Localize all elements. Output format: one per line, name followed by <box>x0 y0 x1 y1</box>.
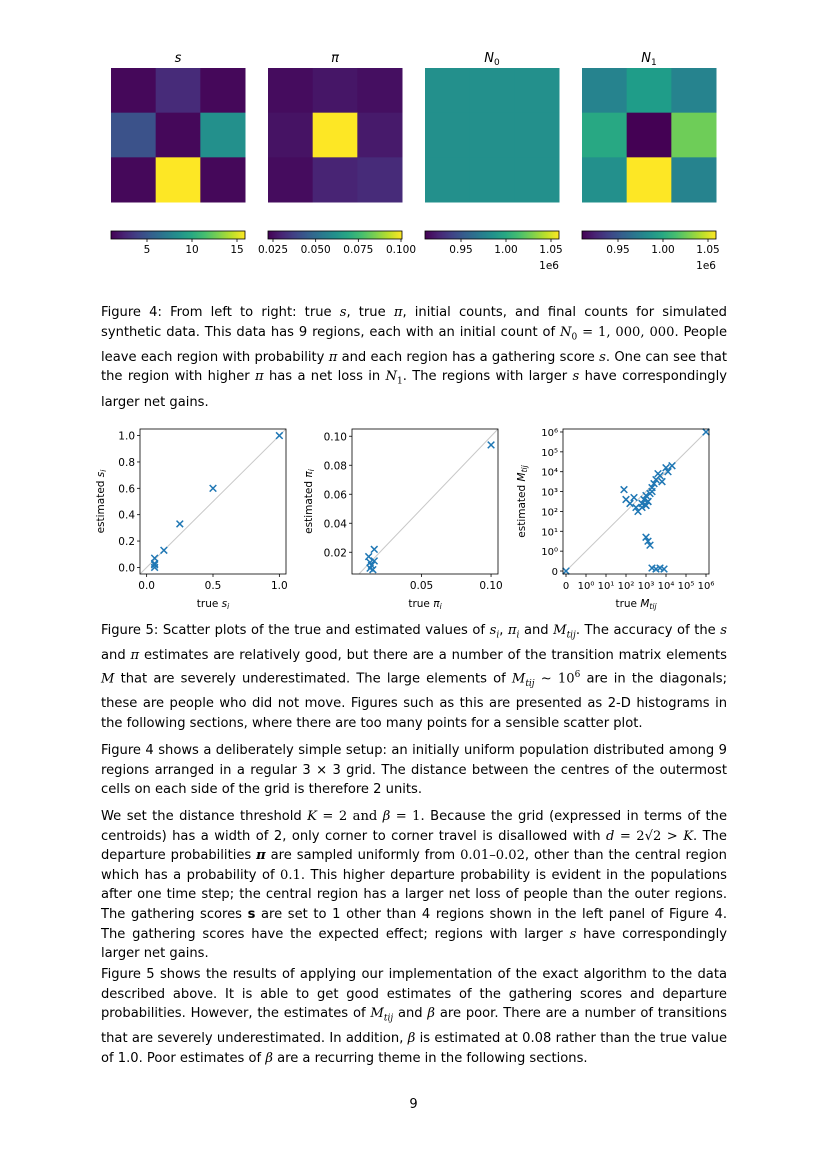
figure-4-heatmaps <box>0 40 827 280</box>
x-tick-label: 0.0 <box>138 580 155 592</box>
x-axis-label: true Mtij <box>615 598 657 611</box>
y-tick-label: 10² <box>541 507 558 519</box>
heatmap-cell <box>313 113 358 158</box>
x-tick-label: 10⁶ <box>697 581 715 592</box>
scatter-point <box>210 485 217 492</box>
colorbar-tick-label: 0.025 <box>257 244 289 256</box>
colorbar-offset-label: 1e6 <box>539 260 559 272</box>
heatmap-cell <box>425 157 470 202</box>
x-tick-label: 10⁰ <box>577 581 595 592</box>
scatter-point <box>276 432 283 439</box>
scatter-point <box>649 488 656 495</box>
y-tick-label: 10¹ <box>541 527 558 539</box>
y-tick-label: 0 <box>551 567 558 579</box>
x-tick-label: 1.0 <box>271 580 288 592</box>
y-axis-label: estimated si <box>95 469 108 534</box>
scatter-point <box>365 553 372 560</box>
colorbar-tick-label: 0.95 <box>606 244 630 256</box>
scatter-point <box>621 486 628 493</box>
heatmap-cell <box>514 113 559 158</box>
y-tick-label: 1.0 <box>118 430 135 443</box>
y-tick-label: 10⁵ <box>541 447 558 459</box>
y-axis-label: estimated Mtij <box>516 465 529 538</box>
scatter-plot-2 <box>303 429 503 611</box>
heatmap-cell <box>268 113 313 158</box>
heatmap-cell <box>156 68 201 113</box>
scatter-plot-1 <box>95 429 288 611</box>
page-number: 9 <box>409 1097 418 1112</box>
heatmap-cell <box>200 68 245 113</box>
colorbar-tick-label: 0.075 <box>343 244 374 256</box>
heatmap-cell <box>425 113 470 158</box>
identity-line <box>563 429 709 574</box>
heatmap-cell <box>156 157 201 202</box>
x-tick-label: 10¹ <box>597 581 615 592</box>
y-tick-label: 0.4 <box>118 509 135 522</box>
heatmap-cell <box>627 68 672 113</box>
identity-line <box>359 429 498 574</box>
x-tick-label: 0.5 <box>204 580 222 592</box>
heatmap-title: $N_1$ <box>641 51 657 68</box>
paragraph-1: Figure 4 shows a deliberately simple setup: an initially uniform population distributed among 9 regions arranged in a regular 3 × 3 grid. The distance between the centres of the outermost cells on each side of the grid is therefore 2 units. <box>101 743 727 798</box>
y-tick-label: 0.8 <box>118 456 135 469</box>
heatmap-cell <box>268 157 313 202</box>
figure-5-scatter-plots <box>0 420 827 620</box>
colorbar <box>425 231 559 239</box>
heatmap-cell <box>425 68 470 113</box>
heatmap-cell <box>313 68 358 113</box>
colorbar-offset-label: 1e6 <box>696 260 716 272</box>
colorbar <box>582 231 716 239</box>
x-tick-label: 0.05 <box>409 580 434 592</box>
y-tick-label: 0.6 <box>118 483 135 496</box>
heatmap-cell <box>357 113 402 158</box>
scatter-point <box>563 568 570 575</box>
heatmap-cell <box>627 113 672 158</box>
scatter-point <box>627 500 634 507</box>
x-tick-label: 0 <box>562 581 570 592</box>
colorbar-tick-label: 1.00 <box>494 244 518 256</box>
scatter-point <box>669 462 676 469</box>
x-tick-label: 10⁴ <box>657 581 675 592</box>
x-tick-label: 10² <box>617 581 635 592</box>
x-tick-label: 0.10 <box>479 580 503 592</box>
heatmap-cell <box>582 157 627 202</box>
figure-5-caption: Figure 5: Scatter plots of the true and estimated values of $s_i$, $\pi_i$ and $M_{tij}$. The accuracy of the s and π estimates are relatively good, but there are a number of the transition matrix elements M that are severely underestimated. The large elements of $M_{tij}$ ∼ $10^6$ are in the diagonals; these are people who did not move. Figures such as this are presented as 2-D histograms in the following sections, where there are too many points for a sensible scatter plot. <box>101 623 727 731</box>
heatmap-cell <box>582 68 627 113</box>
heatmap-panel-1 <box>111 51 246 256</box>
paragraph-2: We set the distance threshold K = 2 and β = 1. Because the grid (expressed in terms of the centroids) has a width of 2, only corner to corner travel is disallowed with d = 2√2 > K. The departure probabilities π are sampled uniformly from 0.01–0.02, other than the central region which has a probability of 0.1. This higher departure probability is evident in the populations after one time step; the central region has a larger net loss of people than the outer regions. The gathering scores s are set to 1 other than 4 regions shown in the left panel of Figure 4. The gathering scores have the expected effect; regions with larger s have correspondingly larger net gains. <box>101 809 728 962</box>
scatter-point <box>151 555 158 562</box>
plot-frame <box>352 429 498 574</box>
y-tick-label: 0.02 <box>323 547 347 560</box>
heatmap-cell <box>313 157 358 202</box>
heatmap-cell <box>470 113 515 158</box>
y-tick-label: 10⁴ <box>541 467 558 479</box>
colorbar-tick-label: 0.100 <box>385 244 417 256</box>
heatmap-cell <box>156 113 201 158</box>
y-tick-label: 10³ <box>541 487 558 499</box>
heatmap-panel-3 <box>425 51 563 272</box>
heatmap-cell <box>627 157 672 202</box>
x-tick-label: 10³ <box>637 581 655 592</box>
y-tick-label: 0.06 <box>323 489 347 502</box>
colorbar <box>268 231 402 239</box>
colorbar-tick-label: 5 <box>143 244 151 256</box>
colorbar <box>111 231 245 239</box>
heatmap-cell <box>671 68 716 113</box>
scatter-point <box>177 521 184 528</box>
scatter-point <box>161 547 168 554</box>
scatter-point <box>703 429 710 436</box>
scatter-point <box>488 442 495 449</box>
y-tick-label: 0.08 <box>323 460 347 473</box>
heatmap-cell <box>268 68 313 113</box>
colorbar-tick-label: 0.050 <box>300 244 331 256</box>
paragraph-3: Figure 5 shows the results of applying our implementation of the exact algorithm to the data described above. It is able to get good estimates of the gathering scores and departure probabilities. However, the estimates of $M_{tij}$ and β are poor. There are a number of transitions that are severely underestimated. In addition, β is estimated at 0.08 rather than the true value of 1.0. Poor estimates of β are a recurring theme in the following sections. <box>101 967 728 1066</box>
y-tick-label: 10⁰ <box>541 547 558 559</box>
y-axis-label: estimated πi <box>303 469 316 534</box>
heatmap-title: $N_0$ <box>484 51 500 68</box>
colorbar-tick-label: 0.95 <box>449 244 473 256</box>
colorbar-tick-label: 10 <box>185 244 199 256</box>
heatmap-cell <box>357 68 402 113</box>
heatmap-cell <box>111 113 156 158</box>
y-tick-label: 0.0 <box>118 562 135 575</box>
heatmap-panel-2 <box>258 51 416 256</box>
scatter-plot-3 <box>516 428 714 611</box>
scatter-point <box>659 478 666 485</box>
scatter-point <box>631 494 638 501</box>
heatmap-title: s <box>174 51 182 66</box>
heatmap-cell <box>671 113 716 158</box>
heatmap-cell <box>582 113 627 158</box>
x-axis-label: true πi <box>408 598 442 611</box>
x-axis-label: true si <box>196 598 230 611</box>
heatmap-cell <box>671 157 716 202</box>
y-tick-label: 0.10 <box>323 431 347 444</box>
heatmap-cell <box>514 157 559 202</box>
y-tick-label: 0.04 <box>323 518 347 531</box>
figure-4-caption: Figure 4: From left to right: true s, true π, initial counts, and final counts for simulated synthetic data. This data has 9 regions, each with an initial count of $N_0 = 1$, 000, 000. People leave each region with probability π and each region has a gathering score s. One can see that the region with higher π has a net loss in $N_1$. The regions with larger s have correspondingly larger net gains. <box>101 305 727 410</box>
heatmap-cell <box>470 68 515 113</box>
x-tick-label: 10⁵ <box>677 581 695 592</box>
y-tick-label: 0.2 <box>118 536 135 549</box>
scatter-point <box>371 546 378 553</box>
heatmap-cell <box>514 68 559 113</box>
heatmap-title: π <box>331 51 339 66</box>
colorbar-tick-label: 1.00 <box>651 244 675 256</box>
heatmap-cell <box>200 157 245 202</box>
colorbar-tick-label: 1.05 <box>539 244 563 256</box>
heatmap-cell <box>470 157 515 202</box>
y-tick-label: 10⁶ <box>541 427 558 439</box>
heatmap-cell <box>200 113 245 158</box>
heatmap-cell <box>111 157 156 202</box>
colorbar-tick-label: 15 <box>230 244 244 256</box>
heatmap-cell <box>111 68 156 113</box>
heatmap-panel-4 <box>582 51 720 272</box>
colorbar-tick-label: 1.05 <box>696 244 720 256</box>
heatmap-cell <box>357 157 402 202</box>
